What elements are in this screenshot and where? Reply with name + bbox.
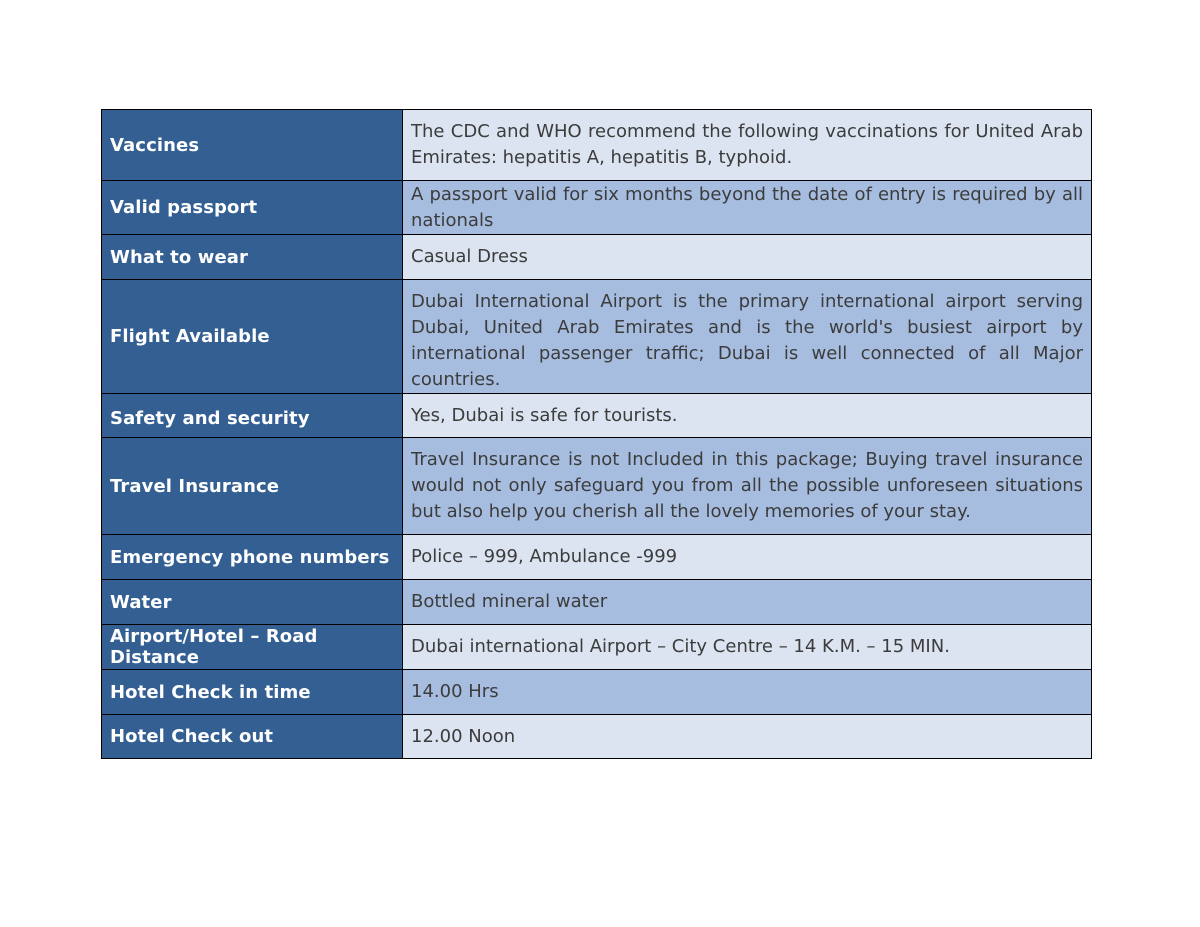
- table-row-hotel-check-in: [102, 670, 1092, 715]
- row-label: Hotel Check in time: [102, 670, 403, 715]
- table-row-travel-insurance: [102, 438, 1092, 535]
- row-value: A passport valid for six months beyond the date of entry is required by all nationals: [403, 181, 1092, 235]
- row-label: Safety and security: [102, 394, 403, 438]
- table-row-road-distance: [102, 625, 1092, 670]
- row-label: Vaccines: [102, 110, 403, 181]
- row-label: Flight Available: [102, 280, 403, 394]
- row-value: The CDC and WHO recommend the following vaccinations for United Arab Emirates: hepatitis A, hepatitis B, typhoid.: [403, 110, 1092, 181]
- row-value: Bottled mineral water: [403, 580, 1092, 625]
- table-row-flight-available: [102, 280, 1092, 394]
- row-label: Hotel Check out: [102, 715, 403, 759]
- table-row-water: [102, 580, 1092, 625]
- row-value: Police – 999, Ambulance -999: [403, 535, 1092, 580]
- row-label: Travel Insurance: [102, 438, 403, 535]
- row-value: 14.00 Hrs: [403, 670, 1092, 715]
- row-value: Casual Dress: [403, 235, 1092, 280]
- row-value: Travel Insurance is not Included in this package; Buying travel insurance would not only safeguard you from all the possible unforeseen situations but also help you cherish all the lovely memories of your stay.: [403, 438, 1092, 535]
- table-row-valid-passport: [102, 181, 1092, 235]
- table-row-hotel-check-out: [102, 715, 1092, 759]
- table-row-what-to-wear: [102, 235, 1092, 280]
- row-label: Emergency phone numbers: [102, 535, 403, 580]
- travel-info-table: [101, 109, 1092, 759]
- row-value: Yes, Dubai is safe for tourists.: [403, 394, 1092, 438]
- row-value: Dubai International Airport is the primary international airport serving Dubai, United Arab Emirates and is the world's busiest airport by international passenger traffic; Dubai is well connected of all Major countries.: [403, 280, 1092, 394]
- row-label: What to wear: [102, 235, 403, 280]
- table-row-vaccines: [102, 110, 1092, 181]
- row-label: Valid passport: [102, 181, 403, 235]
- row-label: Water: [102, 580, 403, 625]
- row-label: Airport/Hotel – Road Distance: [102, 625, 403, 670]
- table-row-emergency-phone-numbers: [102, 535, 1092, 580]
- row-value: 12.00 Noon: [403, 715, 1092, 759]
- row-value: Dubai international Airport – City Centre – 14 K.M. – 15 MIN.: [403, 625, 1092, 670]
- table-row-safety-and-security: [102, 394, 1092, 438]
